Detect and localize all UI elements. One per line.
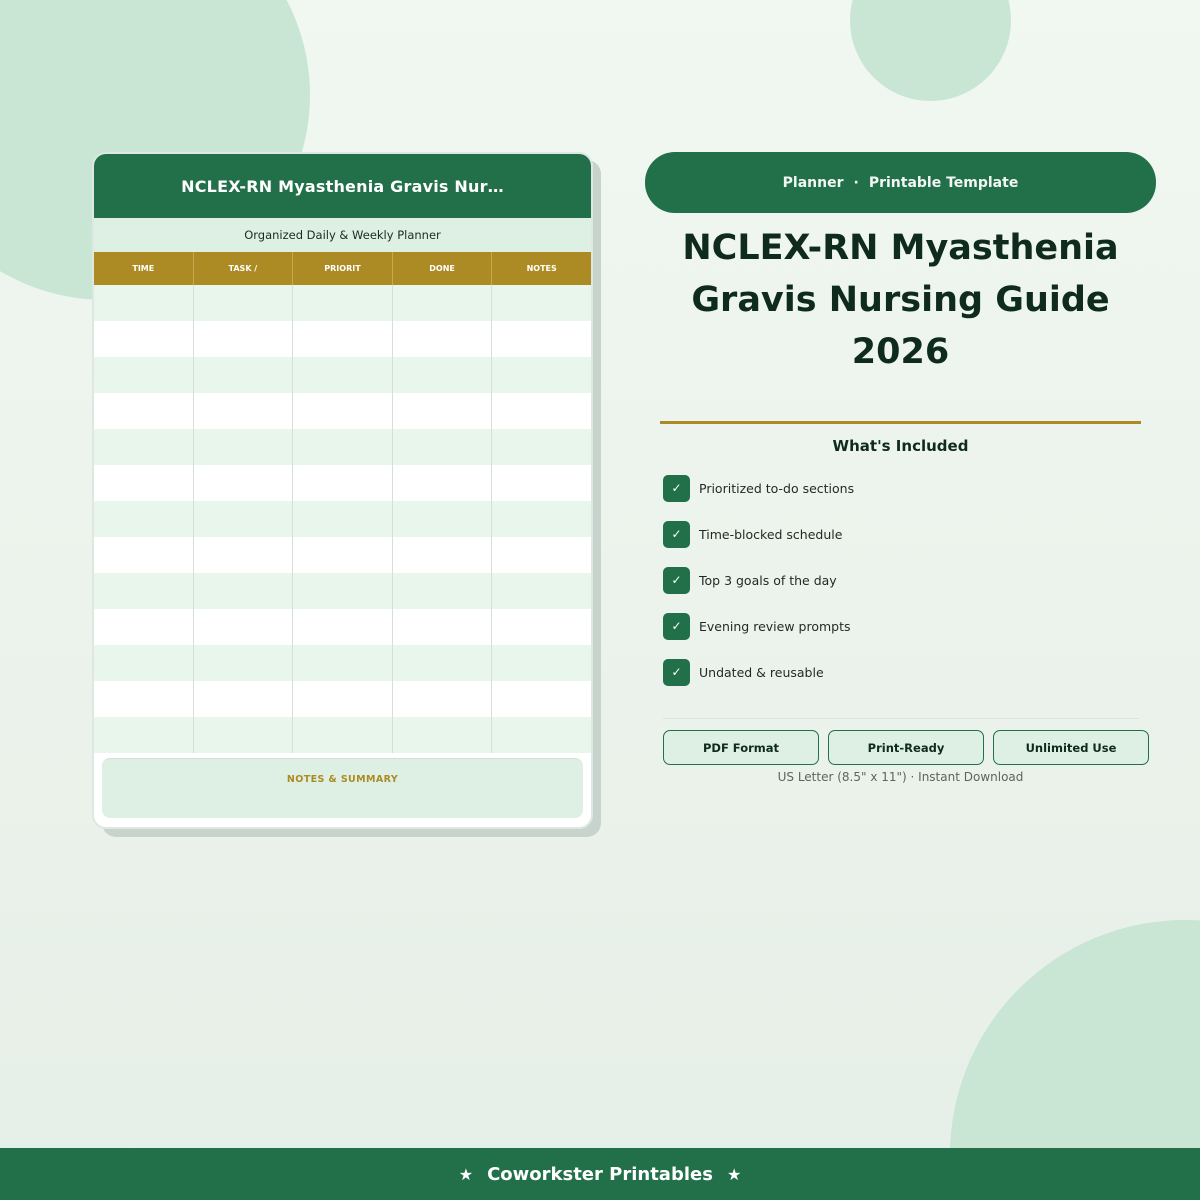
planner-cell: [492, 357, 591, 393]
feature-label: Time-blocked schedule: [699, 526, 843, 542]
star-icon: ★: [726, 1164, 742, 1184]
planner-cell: [94, 429, 194, 465]
feature-item: [663, 612, 1143, 640]
planner-cell: [194, 501, 294, 537]
planner-cell: [393, 717, 493, 753]
planner-cell: [94, 681, 194, 717]
planner-row: [94, 609, 591, 645]
checkmark-icon: ✓: [663, 475, 690, 502]
planner-cell: [393, 501, 493, 537]
notes-summary-label: NOTES & SUMMARY: [286, 774, 399, 785]
notes-summary-box: [102, 758, 583, 818]
planner-cell: [293, 429, 393, 465]
planner-row: [94, 501, 591, 537]
planner-cell: [293, 357, 393, 393]
category-pill-separator: ·: [853, 174, 859, 191]
checkmark-icon: ✓: [663, 567, 690, 594]
planner-cell: [393, 357, 493, 393]
planner-cell: [94, 717, 194, 753]
planner-cell: [393, 465, 493, 501]
feature-label: Undated & reusable: [699, 664, 824, 680]
planner-cell: [293, 537, 393, 573]
planner-cell: [293, 285, 393, 321]
feature-label: Prioritized to-do sections: [699, 480, 855, 496]
planner-cell: [492, 285, 591, 321]
planner-cell: [492, 681, 591, 717]
category-pill: [645, 152, 1156, 213]
planner-cell: [492, 321, 591, 357]
planner-cell: [194, 321, 294, 357]
badge-print-ready: Print-Ready: [828, 730, 984, 765]
checkmark-icon: ✓: [663, 659, 690, 686]
planner-row: [94, 285, 591, 321]
planner-cell: [94, 537, 194, 573]
planner-cell: [293, 501, 393, 537]
planner-cell: [194, 393, 294, 429]
planner-cell: [293, 321, 393, 357]
planner-cell: [393, 609, 493, 645]
planner-cell: [94, 357, 194, 393]
planner-cell: [492, 717, 591, 753]
planner-row: [94, 465, 591, 501]
planner-row: [94, 537, 591, 573]
planner-cell: [393, 393, 493, 429]
planner-cell: [94, 609, 194, 645]
planner-cell: [194, 285, 294, 321]
footer-brand-bar: [0, 1148, 1200, 1200]
planner-cell: [393, 681, 493, 717]
feature-item: [663, 474, 1143, 502]
planner-cell: [94, 465, 194, 501]
gold-divider: [660, 421, 1141, 424]
planner-row: [94, 321, 591, 357]
planner-subtitle: Organized Daily & Weekly Planner: [94, 218, 591, 252]
planner-cell: [393, 429, 493, 465]
planner-cell: [94, 321, 194, 357]
planner-column-headers: [94, 252, 591, 285]
planner-cell: [492, 645, 591, 681]
planner-cell: [492, 537, 591, 573]
planner-cell: [194, 357, 294, 393]
feature-item: [663, 520, 1143, 548]
planner-cell: [194, 465, 294, 501]
planner-cell: [293, 393, 393, 429]
product-title: NCLEX-RN Myasthenia Gravis Nursing Guide 2026: [682, 228, 1119, 372]
planner-cell: [492, 393, 591, 429]
planner-cell: [94, 501, 194, 537]
planner-row: [94, 393, 591, 429]
planner-row: [94, 573, 591, 609]
planner-cell: [393, 645, 493, 681]
planner-cell: [492, 501, 591, 537]
planner-title: NCLEX-RN Myasthenia Gravis Nur…: [94, 154, 591, 218]
format-badges: [663, 730, 1149, 765]
planner-cell: [194, 645, 294, 681]
feature-item: [663, 566, 1143, 594]
planner-cell: [94, 393, 194, 429]
planner-row: [94, 357, 591, 393]
planner-cell: [393, 537, 493, 573]
column-header-task: TASK /: [194, 252, 294, 285]
planner-cell: [393, 573, 493, 609]
planner-row: [94, 681, 591, 717]
format-note: US Letter (8.5" x 11") · Instant Download: [777, 770, 1024, 784]
planner-row: [94, 429, 591, 465]
planner-cell: [94, 573, 194, 609]
feature-label: Top 3 goals of the day: [699, 572, 837, 588]
planner-cell: [492, 465, 591, 501]
planner-cell: [194, 537, 294, 573]
planner-cell: [194, 609, 294, 645]
badge-pdf-format: PDF Format: [663, 730, 819, 765]
checkmark-icon: ✓: [663, 613, 690, 640]
planner-cell: [492, 429, 591, 465]
thin-divider: [663, 718, 1139, 719]
feature-label: Evening review prompts: [699, 618, 851, 634]
category-pill-right: Printable Template: [868, 174, 1019, 191]
badge-unlimited-use: Unlimited Use: [993, 730, 1149, 765]
planner-cell: [293, 681, 393, 717]
star-icon: ★: [458, 1164, 474, 1184]
footer-brand-name: Coworkster Printables: [487, 1163, 713, 1185]
planner-cell: [393, 285, 493, 321]
planner-cell: [94, 285, 194, 321]
column-header-priority: PRIORIT: [293, 252, 393, 285]
checkmark-icon: ✓: [663, 521, 690, 548]
planner-cell: [293, 645, 393, 681]
column-header-done: DONE: [393, 252, 493, 285]
planner-cell: [293, 717, 393, 753]
whats-included-heading: What's Included: [832, 437, 969, 455]
feature-item: [663, 658, 1143, 686]
planner-rows: [94, 285, 591, 753]
category-pill-left: Planner: [782, 174, 844, 191]
planner-cell: [293, 465, 393, 501]
column-header-time: TIME: [94, 252, 194, 285]
planner-cell: [194, 429, 294, 465]
feature-list: [663, 474, 1143, 704]
decorative-circle-top-right: [850, 0, 1011, 101]
planner-cell: [293, 609, 393, 645]
planner-cell: [393, 321, 493, 357]
planner-cell: [194, 681, 294, 717]
planner-row: [94, 717, 591, 753]
planner-cell: [293, 573, 393, 609]
planner-cell: [492, 573, 591, 609]
planner-preview-card: [92, 152, 593, 829]
planner-cell: [94, 645, 194, 681]
planner-cell: [492, 609, 591, 645]
planner-cell: [194, 717, 294, 753]
column-header-notes: NOTES: [526, 264, 557, 273]
planner-cell: [194, 573, 294, 609]
planner-row: [94, 645, 591, 681]
